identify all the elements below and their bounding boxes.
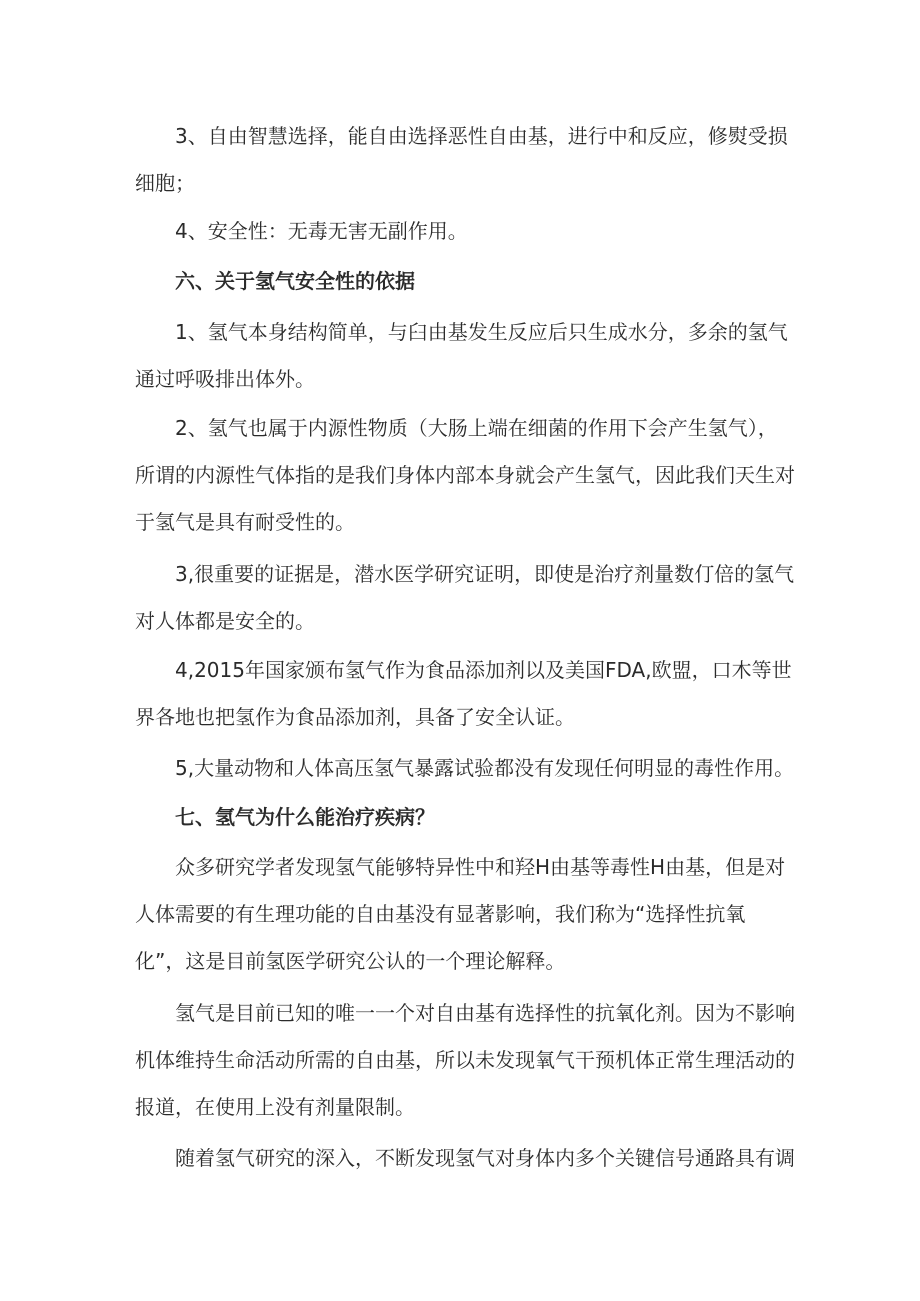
paragraph-point-5: 5,大量动物和人体高压氢气暴露试验都没有发现任何明显的毒性作用。 <box>175 756 795 780</box>
section-heading-seven: 七、氢气为什么能治疗疾病？ <box>175 805 435 829</box>
paragraph-selective-choice: 3、自由智慧选择，能自由选择恶性自由基，进行中和反应，修熨受损细胞； <box>135 124 788 195</box>
paragraph-safety: 4、安全性：无毒无害无副作用。 <box>175 219 468 243</box>
paragraph-point-2: 2、氢气也属于内源性物质（大肠上端在细菌的作用下会产生氢气），所谓的内源性气体指的是我们身体内部本身就会产生氢气，因此我们天生对于氢气是具有耐受性的。 <box>135 416 795 534</box>
paragraph-signal-pathways: 随着氢气研究的深入，不断发现氢气对身体内多个关键信号通路具有调 <box>175 1146 795 1170</box>
paragraph-point-4: 4,2015年国家颁布氢气作为食品添加剂以及美国FDA,欧盟，口木等世界各地也把氢作为食品添加剂，具备了安全认证。 <box>135 658 792 729</box>
section-heading-six: 六、关于氢气安全性的依据 <box>175 269 415 293</box>
paragraph-point-3: 3,很重要的证据是，潜水医学研究证明，即使是治疗剂量数仃倍的氢气对人体都是安全的。 <box>135 562 795 633</box>
paragraph-only-selective-antioxidant: 氢气是目前已知的唯一一个对自由基有选择性的抗氧化剂。因为不影响机体维持生命活动所需的自由基，所以未发现氧气干预机体正常生理活动的报道，在使用上没有剂量限制。 <box>135 1001 795 1119</box>
paragraph-point-1: 1、氢气本身结构简单，与臼由基发生反应后只生成水分，多余的氢气通过呼吸排出体外。 <box>135 320 788 391</box>
paragraph-selective-antioxidation: 众多研究学者发现氢气能够特异性中和羟H由基等毒性H由基，但是对人体需要的有生理功能的自由基没有显著影响，我们称为“选择性抗氧化”，这是目前氢医学研究公认的一个理论解释。 <box>135 855 786 973</box>
